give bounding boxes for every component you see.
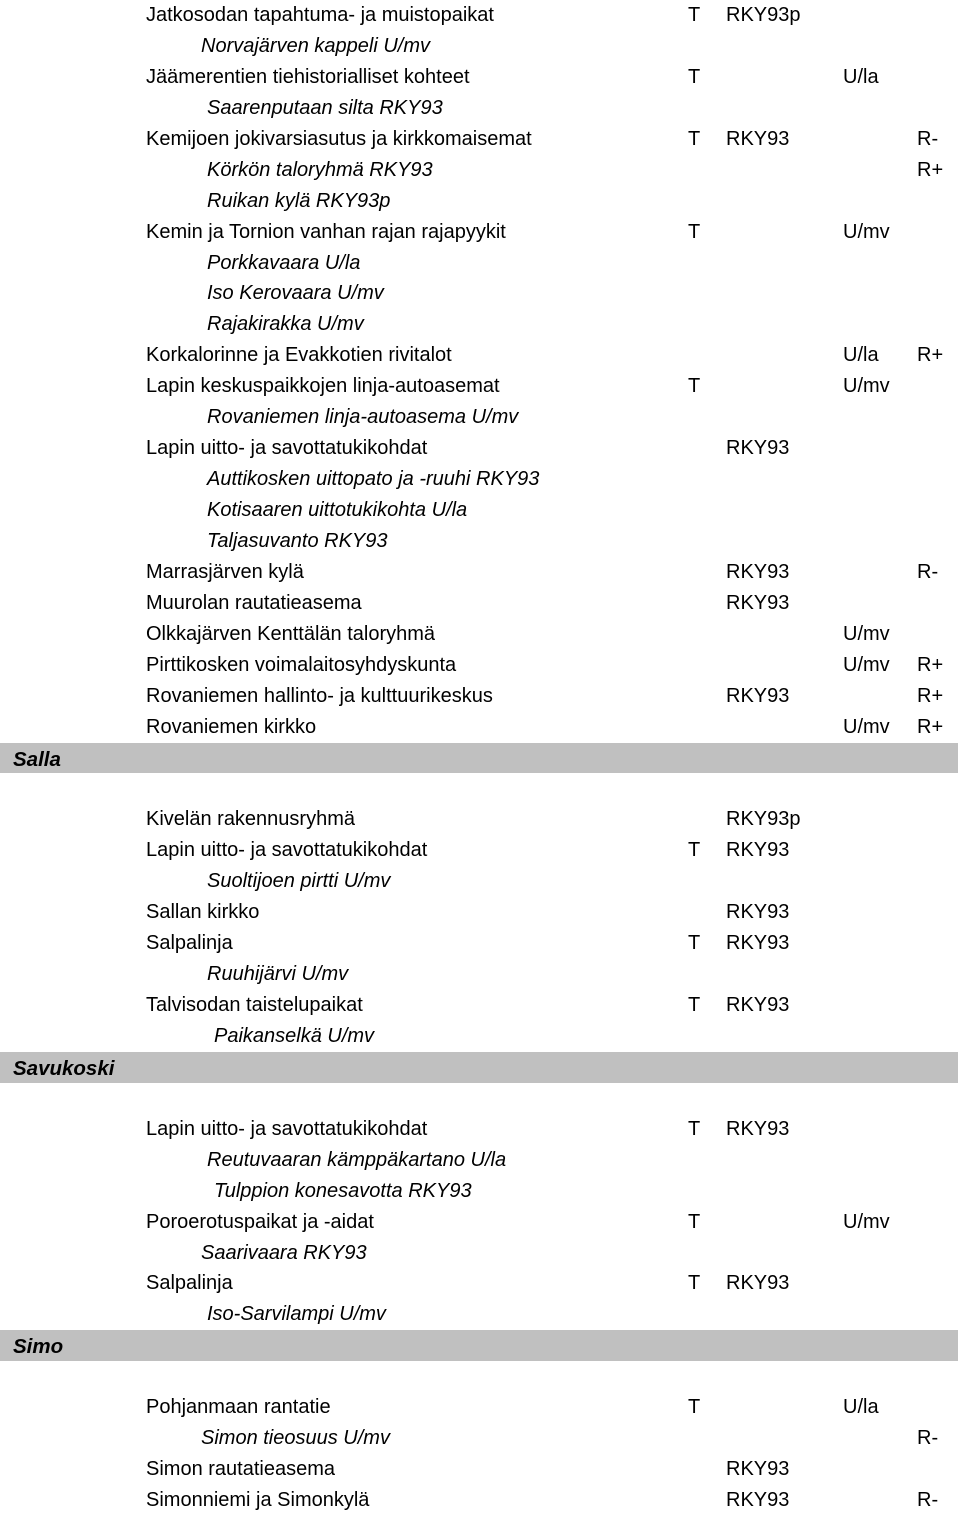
site-row — [0, 804, 960, 835]
sub-site-row — [0, 1145, 960, 1176]
sub-site-name: Saarenputaan silta RKY93 — [207, 96, 443, 119]
region-plan-code: R+ — [917, 684, 944, 707]
sub-site-name: Reutuvaaran kämppäkartano U/la — [207, 1148, 507, 1171]
sub-site-row — [0, 526, 960, 557]
municipality-name: Savukoski — [13, 1056, 115, 1080]
protection-status: U/mv — [843, 653, 890, 676]
region-plan-code: R+ — [917, 344, 944, 367]
region-plan-code: R+ — [917, 158, 944, 181]
municipality-name: Simo — [13, 1335, 64, 1359]
site-name: Lapin uitto- ja savottatukikohdat — [146, 1117, 428, 1140]
site-row — [0, 0, 960, 31]
sub-site-name: Taljasuvanto RKY93 — [207, 529, 388, 552]
site-row — [0, 928, 960, 959]
rky-status: RKY93 — [726, 560, 790, 583]
type-code: T — [688, 1272, 701, 1295]
protection-status: U/mv — [843, 1210, 890, 1233]
site-row — [0, 681, 960, 712]
site-row — [0, 1392, 960, 1423]
sub-site-name: Suoltijoen pirtti U/mv — [207, 870, 391, 893]
sub-site-row — [0, 1176, 960, 1207]
rky-status: RKY93 — [726, 1117, 790, 1140]
site-row — [0, 897, 960, 928]
site-row — [0, 1114, 960, 1145]
site-name: Jatkosodan tapahtuma- ja muistopaikat — [146, 4, 494, 26]
site-name: Sallan kirkko — [146, 901, 260, 924]
sub-site-row — [0, 1238, 960, 1269]
site-name: Lapin uitto- ja savottatukikohdat — [146, 839, 428, 862]
sub-site-row — [0, 1423, 960, 1454]
sub-site-name: Paikanselkä U/mv — [214, 1024, 375, 1047]
site-name: Olkkajärven Kenttälän taloryhmä — [146, 622, 436, 645]
protection-status: U/mv — [843, 375, 890, 398]
sub-site-name: Norvajärven kappeli U/mv — [201, 34, 430, 57]
rky-status: RKY93 — [726, 994, 790, 1016]
sub-site-name: Tulppion konesavotta RKY93 — [214, 1179, 472, 1202]
sub-site-row — [0, 155, 960, 186]
site-name: Pirttikosken voimalaitosyhdyskunta — [146, 653, 457, 676]
spacer — [0, 1361, 960, 1392]
sub-site-name: Porkkavaara U/la — [207, 251, 361, 274]
site-name: Poroerotuspaikat ja -aidat — [146, 1210, 374, 1233]
type-code: T — [688, 65, 701, 88]
rky-status: RKY93 — [726, 437, 790, 460]
rky-status: RKY93 — [726, 1458, 790, 1481]
region-plan-code: R+ — [917, 653, 944, 676]
region-plan-code: R- — [917, 1427, 939, 1450]
type-code: T — [688, 994, 701, 1016]
type-code: T — [688, 127, 701, 150]
type-code: T — [688, 375, 701, 398]
site-name: Muurolan rautatieasema — [146, 591, 362, 614]
site-name: Marrasjärven kylä — [146, 560, 304, 583]
protection-status: U/la — [843, 65, 879, 88]
site-name: Lapin keskuspaikkojen linja-autoasemat — [146, 375, 500, 398]
sub-site-name: Kotisaaren uittotukikohta U/la — [207, 499, 468, 521]
sub-site-row — [0, 93, 960, 124]
site-row — [0, 588, 960, 619]
type-code: T — [688, 1396, 701, 1419]
sub-site-row — [0, 309, 960, 340]
region-plan-code: R- — [917, 127, 939, 150]
type-code: T — [688, 1210, 701, 1233]
sub-site-name: Ruikan kylä RKY93p — [207, 189, 391, 212]
sub-site-row — [0, 186, 960, 217]
rky-status: RKY93 — [726, 127, 790, 150]
site-name: Simonniemi ja Simonkylä — [146, 1489, 370, 1511]
site-row — [0, 835, 960, 866]
sub-site-name: Iso Kerovaara U/mv — [207, 282, 384, 305]
rky-status: RKY93p — [726, 808, 801, 831]
rky-status: RKY93 — [726, 901, 790, 924]
site-name: Talvisodan taistelupaikat — [146, 994, 363, 1016]
site-row — [0, 1268, 960, 1299]
sub-site-row — [0, 1299, 960, 1330]
sub-site-row — [0, 31, 960, 62]
site-row — [0, 217, 960, 248]
rky-status: RKY93p — [726, 4, 801, 26]
site-name: Jäämerentien tiehistorialliset kohteet — [146, 65, 470, 88]
sub-site-name: Simon tieosuus U/mv — [201, 1427, 390, 1450]
region-plan-code: R+ — [917, 715, 944, 738]
site-row — [0, 619, 960, 650]
site-row — [0, 340, 960, 371]
site-row — [0, 1485, 960, 1516]
region-plan-code: R- — [917, 560, 939, 583]
sub-site-row — [0, 464, 960, 495]
sub-site-name: Rajakirakka U/mv — [207, 313, 364, 336]
rky-status: RKY93 — [726, 1272, 790, 1295]
site-name: Simon rautatieasema — [146, 1458, 335, 1481]
site-name: Rovaniemen kirkko — [146, 715, 317, 738]
sub-site-row — [0, 248, 960, 279]
sub-site-row — [0, 959, 960, 990]
municipality-header — [0, 743, 958, 774]
sub-site-row — [0, 402, 960, 433]
type-code: T — [688, 932, 701, 955]
spacer — [0, 1083, 960, 1114]
site-name: Korkalorinne ja Evakkotien rivitalot — [146, 344, 452, 367]
type-code: T — [688, 4, 701, 26]
site-row — [0, 433, 960, 464]
site-row — [0, 712, 960, 743]
protection-status: U/la — [843, 1396, 879, 1419]
type-code: T — [688, 1117, 701, 1140]
site-name: Salpalinja — [146, 1272, 233, 1295]
municipality-header — [0, 1052, 958, 1083]
site-row — [0, 650, 960, 681]
municipality-header — [0, 1330, 958, 1361]
rky-status: RKY93 — [726, 932, 790, 955]
site-name: Kemijoen jokivarsiasutus ja kirkkomaisemat — [146, 127, 532, 150]
protection-status: U/la — [843, 344, 879, 367]
sub-site-name: Auttikosken uittopato ja -ruuhi RKY93 — [207, 468, 540, 491]
site-row — [0, 62, 960, 93]
site-row — [0, 371, 960, 402]
sub-site-name: Rovaniemen linja-autoasema U/mv — [207, 406, 519, 429]
protection-status: U/mv — [843, 715, 890, 738]
site-row — [0, 990, 960, 1021]
spacer — [0, 773, 960, 804]
site-name: Salpalinja — [146, 932, 233, 955]
site-row — [0, 1454, 960, 1485]
sub-site-row — [0, 495, 960, 526]
sub-site-name: Saarivaara RKY93 — [201, 1241, 367, 1264]
sub-site-row — [0, 866, 960, 897]
rky-status: RKY93 — [726, 1489, 790, 1511]
site-row — [0, 1207, 960, 1238]
sub-site-row — [0, 278, 960, 309]
rky-status: RKY93 — [726, 591, 790, 614]
sub-site-row — [0, 1021, 960, 1052]
site-name: Pohjanmaan rantatie — [146, 1396, 331, 1419]
region-plan-code: R- — [917, 1489, 939, 1511]
sub-site-name: Körkön taloryhmä RKY93 — [207, 158, 433, 181]
type-code: T — [688, 220, 701, 243]
site-name: Lapin uitto- ja savottatukikohdat — [146, 437, 428, 460]
rky-status: RKY93 — [726, 684, 790, 707]
protection-status: U/mv — [843, 220, 890, 243]
site-row — [0, 124, 960, 155]
site-name: Rovaniemen hallinto- ja kulttuurikeskus — [146, 684, 493, 707]
sub-site-name: Ruuhijärvi U/mv — [207, 963, 349, 986]
site-name: Kivelän rakennusryhmä — [146, 808, 355, 831]
site-name: Kemin ja Tornion vanhan rajan rajapyykit — [146, 220, 506, 243]
rky-status: RKY93 — [726, 839, 790, 862]
type-code: T — [688, 839, 701, 862]
site-row — [0, 557, 960, 588]
protection-status: U/mv — [843, 622, 890, 645]
municipality-name: Salla — [13, 747, 61, 771]
sub-site-name: Iso-Sarvilampi U/mv — [207, 1303, 386, 1326]
